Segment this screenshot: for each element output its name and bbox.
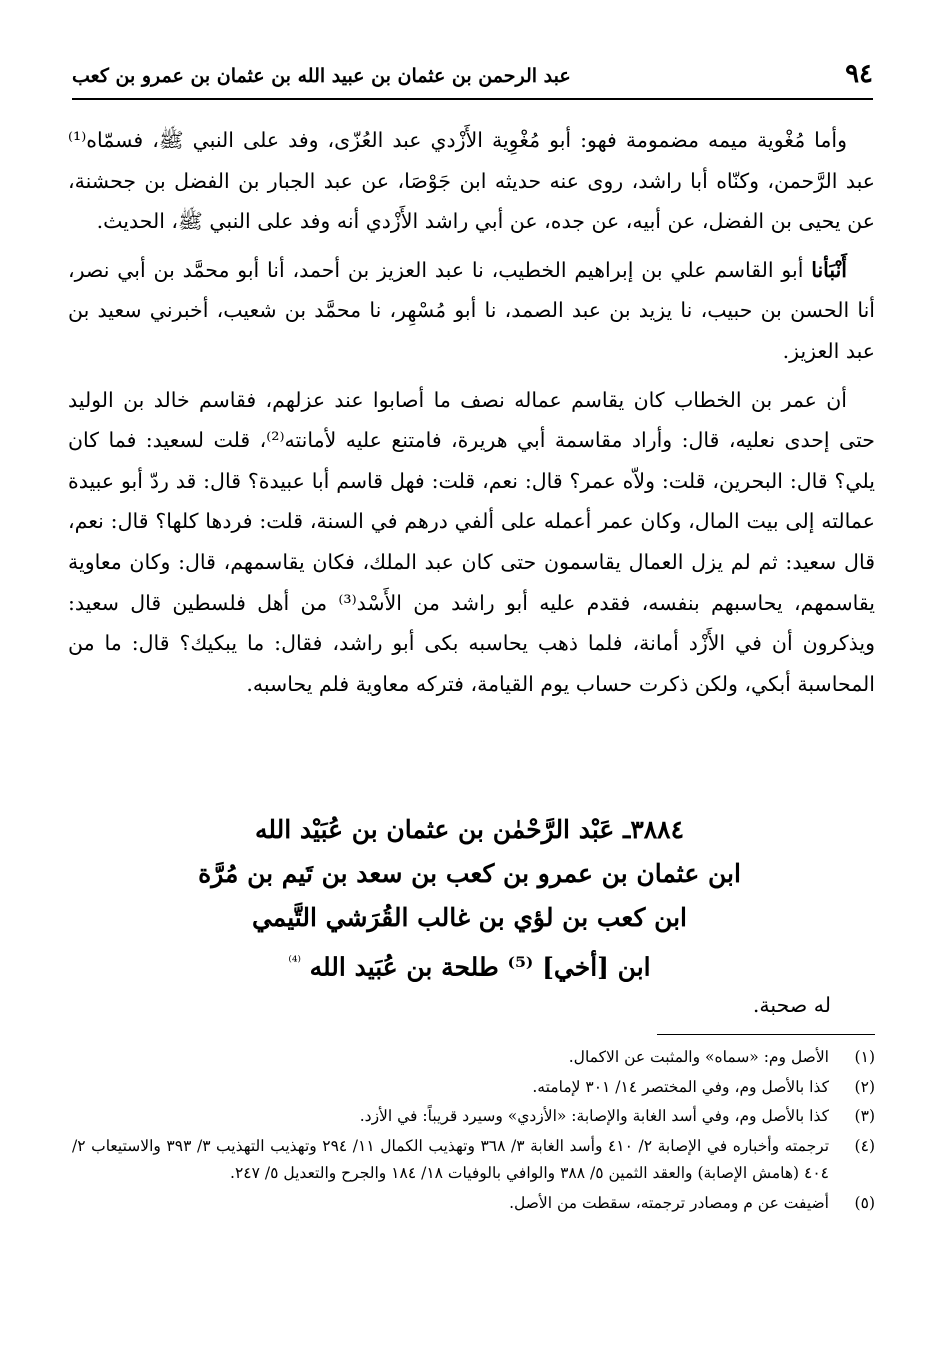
paragraph-1: وأما مُغْوية ميمه مضمومة فهو: أبو مُغْوِية الأَزْدي عبد العُزّى، وفد على النبي ﷺ، فسمّاه⁽¹⁾ عبد الرَّحمن، وكنّاه أبا راشد، روى عنه حديثه ابن جَوْصَا، عن عبد الجبار بن الفضل بن جحشنة، عن يحيى بن الفضل، عن أبيه، عن جده، عن أبي راشد الأَزْدي أنه وفد على النبي ﷺ، الحديث.	[68, 128, 875, 234]
entry-line-1: ٣٨٨٤ـ عَبْد الرَّحْمٰن بن عثمان بن عُبَيْد الله	[254, 815, 685, 844]
footnote-number: (٢)	[854, 1077, 875, 1096]
isnad-keyword: أَنْبَأنا	[811, 257, 847, 282]
footnote-number: (١)	[854, 1048, 875, 1066]
footnote-number: (٣)	[854, 1107, 875, 1125]
footnote-number: (٥)	[854, 1193, 875, 1212]
footnote-text: أضيفت عن م ومصادر ترجمته، سقطت من الأصل.	[509, 1193, 829, 1212]
footnote-text: الأصل وم: «سماه» والمثبت عن الاكمال.	[568, 1048, 829, 1066]
paragraph-2-text: أبو القاسم علي بن إبراهيم الخطيب، نا عبد العزيز بن أحمد، أنا أبو محمَّد بن أبي نصر، أنا الحسن بن حبيب، نا يزيد بن عبد الصمد، نا أبو مُسْهِر، نا محمَّد بن شعيب، أخبرني سعيد بن عبد العزيز.	[68, 257, 875, 363]
page-header	[72, 58, 873, 100]
footnote-text: ترجمته وأخباره في الإصابة ٢/ ٤١٠ وأسد الغابة ٣/ ٣٦٨ وتهذيب الكمال ١١/ ٢٩٤ وتهذيب التهذيب ٣/ ٣٩٣ والاستيعاب ٢/ ٤٠٤ (هامش الإصابة) والعقد الثمين ٥/ ٣٨٨ والوافي بالوفيات ١٨/ ١٨٤ والجرح والتعديل ٥/ ٢٤٧.	[72, 1136, 830, 1182]
footnote-number: (٤)	[854, 1136, 875, 1155]
footnote-ref-4: ⁽⁴⁾	[288, 954, 301, 970]
footnote-item	[72, 1190, 875, 1218]
footnote-item	[72, 1133, 875, 1188]
main-text	[68, 120, 875, 712]
sahaba-note: له صحبة.	[752, 993, 831, 1017]
running-title: عبد الرحمن بن عثمان بن عبيد الله بن عثمان بن عمرو بن كعب	[72, 65, 571, 87]
entry-line-4-text: ابن [أخي] ⁽⁵⁾ طلحة بن عُبَيد الله	[309, 952, 651, 982]
footnotes	[72, 1044, 875, 1219]
page-number: ٩٤	[845, 59, 873, 89]
paragraph-2	[68, 250, 875, 372]
footnote-item	[72, 1074, 875, 1102]
entry-heading	[60, 808, 879, 989]
footnote-text: كذا بالأصل وم، وفي أسد الغابة والإصابة: «الأزدي» وسيرد قريباً: في الأزد.	[359, 1107, 829, 1125]
entry-line-4	[60, 940, 879, 989]
footnote-item	[72, 1044, 875, 1072]
footnote-divider	[657, 1034, 875, 1035]
entry-line-2: ابن عثمان بن عمرو بن كعب بن سعد بن تَيم بن مُرَّة	[198, 859, 741, 888]
footnote-text: كذا بالأصل وم، وفي المختصر ١٤/ ٣٠١ لإمامته.	[532, 1077, 829, 1096]
entry-line-3: ابن كعب بن لؤي بن غالب القُرَشي التَّيمي	[251, 903, 688, 932]
footnote-item	[72, 1103, 875, 1131]
paragraph-3: أن عمر بن الخطاب كان يقاسم عماله نصف ما أصابوا عند عزلهم، فقاسم خالد بن الوليد حتى إحدى نعليه، قال: وأراد مقاسمة أبي هريرة، فامتنع عليه لأمانته⁽²⁾، قلت لسعيد: فما كان يلي؟ قال: البحرين، قلت: ولاّه عمر؟ قال: نعم، قلت: فهل قاسم أبا عبيدة؟ قال: قد ردّ أبو عبيدة عمالته إلى بيت المال، وكان عمر أعمله على ألفي درهم في السنة، قلت: فردها كلها؟ قال: نعم، قال سعيد: ثم لم يزل العمال يقاسمون حتى كان عبد الملك، فكان يقاسمهم، قال: وكان معاوية يقاسمهم، يحاسبهم بنفسه، فقدم عليه أبو راشد من الأَسْد⁽³⁾ من أهل فلسطين قال سعيد: ويذكرون أن في الأَزْد أمانة، فلما ذهب يحاسبه بكى أبو راشد، فقال: ما يبكيك؟ قال: ما من المحاسبة أبكي، ولكن ذكرت حساب يوم القيامة، فتركه معاوية فلم يحاسبه.	[68, 387, 876, 696]
